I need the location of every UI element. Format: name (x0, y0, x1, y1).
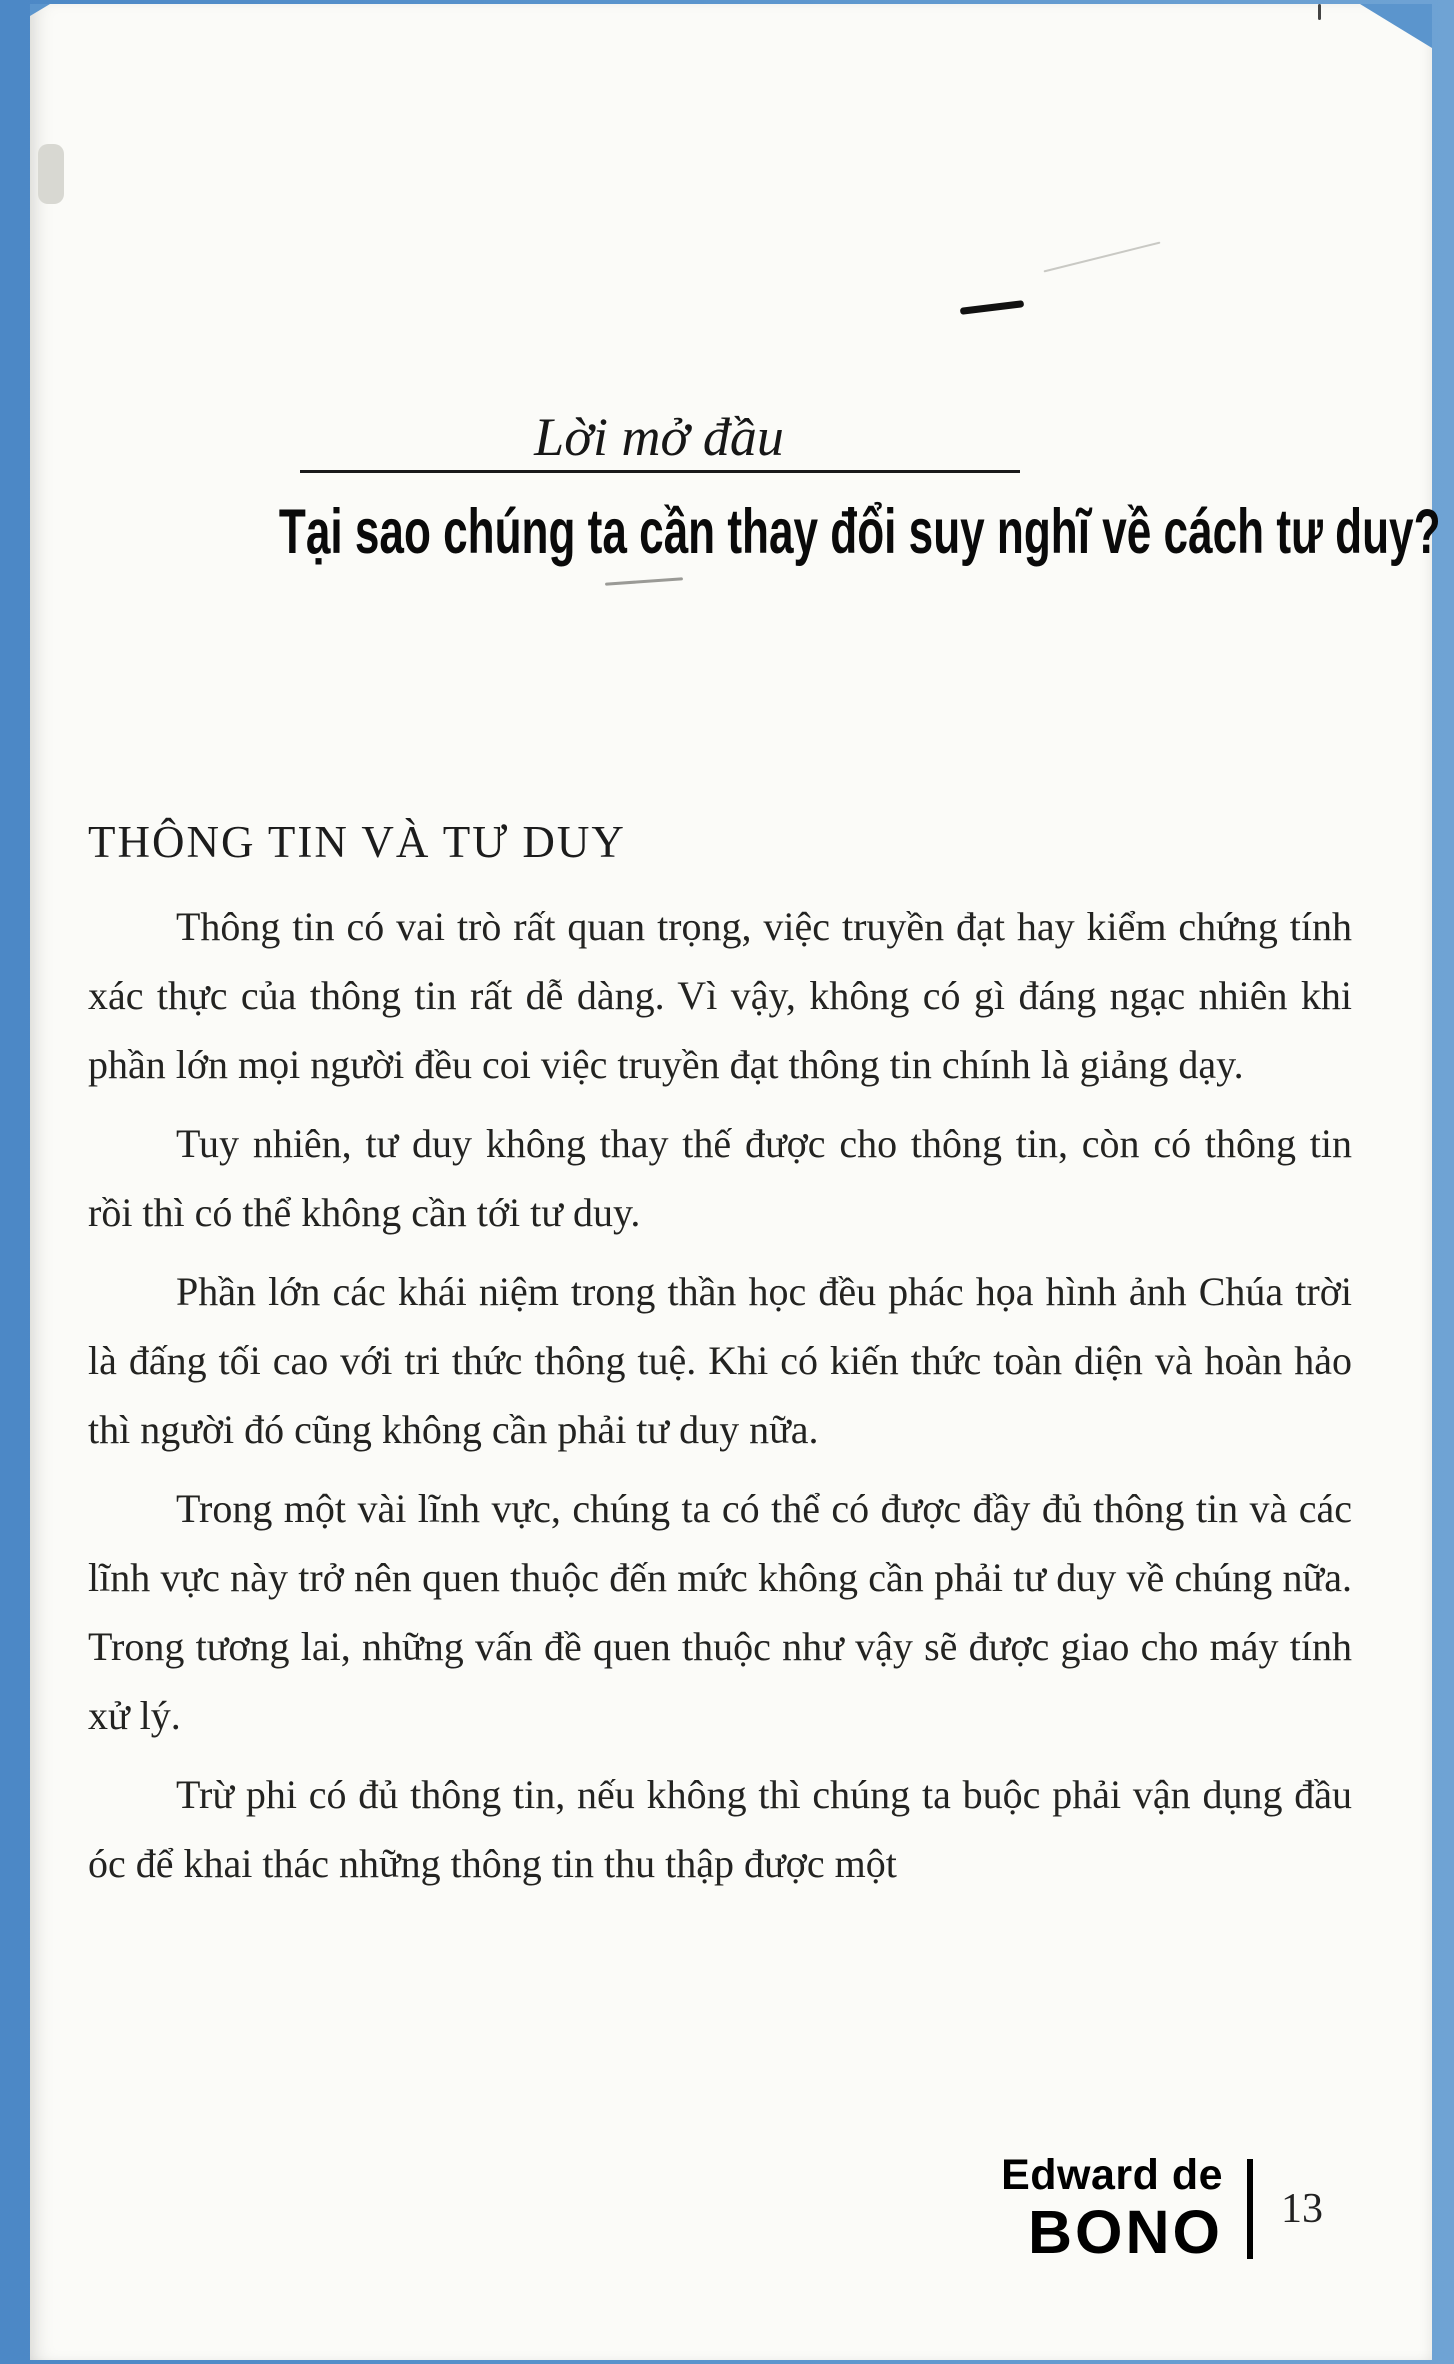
publisher-logo-line2: BONO (1028, 2198, 1223, 2266)
body-text (88, 892, 1352, 1908)
page-number: 13 (1281, 2185, 1323, 2232)
scan-corner-top-left (30, 4, 50, 16)
book-page-paper (30, 4, 1441, 2360)
scan-artifact (605, 577, 683, 585)
paragraph: Tuy nhiên, tư duy không thay thế được cho thông tin, còn có thông tin rồi thì có thể không cần tới tư duy. (88, 1121, 1352, 1235)
chapter-title (30, 496, 1441, 568)
scan-artifact (960, 300, 1024, 315)
preface-label: Lời mở đầu (534, 407, 784, 467)
paragraph: Phần lớn các khái niệm trong thần học đều phác họa hình ảnh Chúa trời là đấng tối cao với tri thức thông tuệ. Khi có kiến thức toàn diện và hoàn hảo thì người đó cũng không cần phải tư duy nữa. (88, 1269, 1352, 1452)
preface-underline (300, 470, 1020, 473)
scan-corner-top-right (1360, 4, 1432, 48)
section-heading: THÔNG TIN VÀ TƯ DUY (88, 817, 626, 867)
paragraph: Trừ phi có đủ thông tin, nếu không thì chúng ta buộc phải vận dụng đầu óc để khai thác những thông tin thu thập được một (88, 1772, 1352, 1886)
scan-artifact (1044, 242, 1161, 273)
paragraph: Thông tin có vai trò rất quan trọng, việc truyền đạt hay kiểm chứng tính xác thực của thông tin rất dễ dàng. Vì vậy, không có gì đáng ngạc nhiên khi phần lớn mọi người đều coi việc truyền đạt thông tin chính là giảng dạy. (88, 904, 1352, 1087)
scan-artifact (1318, 4, 1321, 20)
publisher-logo-line1: Edward de (1001, 2151, 1223, 2199)
scan-artifact (38, 144, 64, 204)
chapter-title-text: Tại sao chúng ta cần thay đổi suy nghĩ về cách tư duy? (278, 497, 1441, 567)
footer-divider (1247, 2159, 1253, 2259)
page-footer (1001, 2151, 1336, 2266)
paragraph: Trong một vài lĩnh vực, chúng ta có thể có được đầy đủ thông tin và các lĩnh vực này trở nên quen thuộc đến mức không cần phải tư duy về chúng nữa. Trong tương lai, những vấn đề quen thuộc như vậy sẽ được giao cho máy tính xử lý. (88, 1486, 1352, 1738)
publisher-logo (1001, 2151, 1223, 2266)
